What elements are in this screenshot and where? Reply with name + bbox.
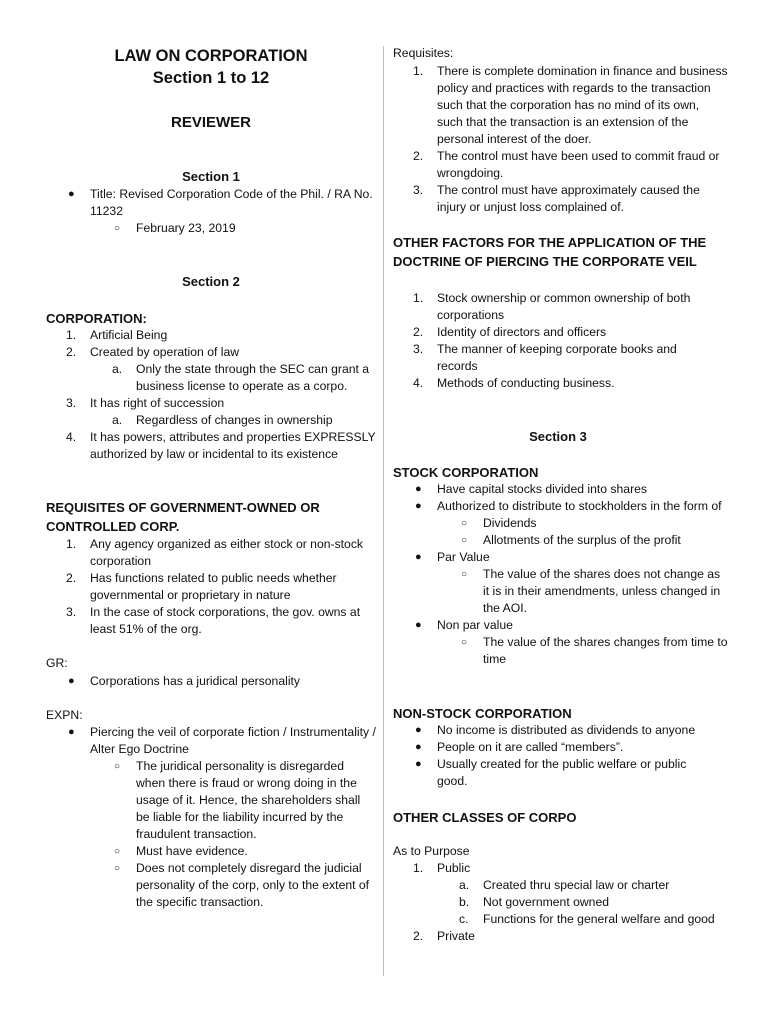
requisites-label: Requisites: xyxy=(393,46,454,60)
non-stock-list xyxy=(393,722,713,790)
list-item: 1. Stock ownership or common ownership of both corporations xyxy=(413,291,691,322)
list-item: ○ February 23, 2019 xyxy=(114,221,236,235)
expn-list xyxy=(46,724,376,911)
list-item: 2. The control must have been used to commit fraud or wrongdoing. xyxy=(413,149,720,180)
gocc-heading: REQUISITES OF GOVERNMENT-OWNED OR CONTROLLED CORP. xyxy=(46,500,320,534)
list-item: ● Have capital stocks divided into shares xyxy=(415,482,648,496)
list-item: 1. There is complete domination in finance and business policy and practices with regards to the transaction such that the corporation has no mind of its own, such that the transaction is an extension of the personal interest of the doer. xyxy=(413,64,728,146)
list-item: ● Par Value xyxy=(415,550,490,564)
stock-corporation-heading: STOCK CORPORATION xyxy=(393,465,539,480)
list-item: ● Non par value xyxy=(415,618,513,632)
list-item: ● Corporations has a juridical personality xyxy=(68,674,301,688)
list-item: 2. Private xyxy=(413,929,475,943)
section-2-heading: Section 2 xyxy=(182,274,240,289)
list-item: 3. It has right of succession xyxy=(66,396,225,410)
gocc-list xyxy=(46,536,376,638)
list-item: b. Not government owned xyxy=(459,895,610,909)
list-item: ○ Allotments of the surplus of the profit xyxy=(461,533,681,547)
list-item: ○ The juridical personality is disregarded when there is fraud or wrong doing in the usage of it. Hence, the shareholders shall be liable for the liability incurred by the fraudulent transaction. xyxy=(114,759,361,841)
list-item: ● Authorized to distribute to stockholders in the form of xyxy=(415,499,722,513)
list-item: 1. Artificial Being xyxy=(66,328,168,342)
list-item: a. Regardless of changes in ownership xyxy=(112,413,333,427)
list-item: ○ Dividends xyxy=(461,516,537,530)
section-3-heading: Section 3 xyxy=(529,429,587,444)
list-item: 1. Public xyxy=(413,861,471,875)
other-classes-heading: OTHER CLASSES OF CORPO xyxy=(393,810,577,825)
requisites-list xyxy=(393,63,728,216)
doc-subtitle: Section 1 to 12 xyxy=(152,69,270,87)
list-item: a. Only the state through the SEC can grant a business license to operate as a corpo. xyxy=(112,362,370,393)
section-1-heading: Section 1 xyxy=(182,169,240,184)
list-item: a. Created thru special law or charter xyxy=(459,878,670,892)
list-item: 3. The manner of keeping corporate books and records xyxy=(413,342,677,373)
doc-title: LAW ON CORPORATION xyxy=(114,47,308,65)
list-item: ● Title: Revised Corporation Code of the Phil. / RA No. 11232 xyxy=(68,187,373,218)
list-item: 4. It has powers, attributes and properties EXPRESSLY authorized by law or incidental to its existence xyxy=(66,430,376,461)
corporation-heading: CORPORATION: xyxy=(46,311,147,326)
expn-label: EXPN: xyxy=(46,708,83,722)
list-item: 4. Methods of conducting business. xyxy=(413,376,615,390)
other-factors-list xyxy=(393,290,713,392)
list-item: ○ The value of the shares does not change as it is in their amendments, unless changed in the AOI. xyxy=(461,567,721,615)
list-item: 2. Has functions related to public needs whether governmental or proprietary in nature xyxy=(66,571,337,602)
list-item: ○ Must have evidence. xyxy=(114,844,248,858)
list-item: ● Piercing the veil of corporate fiction / Instrumentality / Alter Ego Doctrine xyxy=(68,725,376,756)
list-item: ● People on it are called “members”. xyxy=(415,740,624,754)
list-item: ● Usually created for the public welfare or public good. xyxy=(415,757,687,788)
non-stock-corporation-heading: NON-STOCK CORPORATION xyxy=(393,706,572,721)
list-item: ● No income is distributed as dividends to anyone xyxy=(415,723,696,737)
as-to-purpose-label: As to Purpose xyxy=(393,844,470,858)
gr-label: GR: xyxy=(46,656,68,670)
purpose-list xyxy=(393,860,733,945)
list-item: 2. Identity of directors and officers xyxy=(413,325,607,339)
list-item: 3. In the case of stock corporations, the gov. owns at least 51% of the org. xyxy=(66,605,361,636)
list-item: 1. Any agency organized as either stock or non-stock corporation xyxy=(66,537,364,568)
column-divider xyxy=(383,46,384,976)
stock-list xyxy=(393,481,728,668)
section-1-list xyxy=(46,186,376,237)
other-factors-heading: OTHER FACTORS FOR THE APPLICATION OF THE DOCTRINE OF PIERCING THE CORPORATE VEIL xyxy=(393,235,707,269)
list-item: ○ Does not completely disregard the judicial personality of the corp, only to the extent of the specific transaction. xyxy=(114,861,370,909)
list-item: ○ The value of the shares changes from time to time xyxy=(461,635,728,666)
reviewer-heading: REVIEWER xyxy=(170,114,251,131)
list-item: c. Functions for the general welfare and good xyxy=(459,912,715,926)
corporation-list xyxy=(46,327,376,463)
list-item: 2. Created by operation of law xyxy=(66,345,240,359)
gr-list xyxy=(46,673,376,690)
list-item: 3. The control must have approximately caused the injury or unjust loss complained of. xyxy=(413,183,700,214)
